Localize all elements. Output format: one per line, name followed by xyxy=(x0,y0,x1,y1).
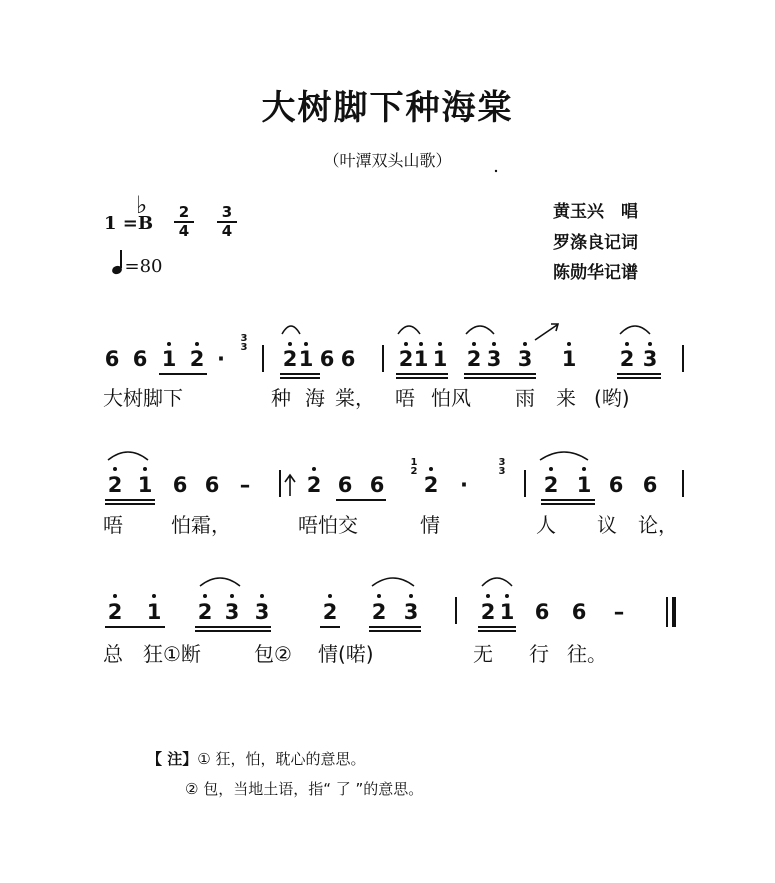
time-sig-denominator: 4 xyxy=(178,222,190,240)
note: 6 xyxy=(369,473,385,497)
lyric: 来 xyxy=(556,386,576,410)
octave-dot xyxy=(152,594,156,598)
tempo-mark xyxy=(112,254,163,277)
octave-dot xyxy=(419,342,423,346)
underline-beam xyxy=(320,626,340,628)
note: 2 xyxy=(466,347,482,371)
note: 2 xyxy=(189,347,205,371)
key-prefix: 1 = xyxy=(104,213,138,234)
octave-dot xyxy=(230,594,234,598)
note: 6 xyxy=(608,473,624,497)
underline-beam xyxy=(280,373,320,375)
note: 3 xyxy=(254,600,270,624)
flat-sign: ♭ xyxy=(136,191,148,219)
lyric: 情 xyxy=(420,513,440,537)
octave-dot xyxy=(648,342,652,346)
octave-dot xyxy=(328,594,332,598)
octave-dot xyxy=(492,342,496,346)
dash: – xyxy=(613,600,625,624)
credit-score: 陈勋华记谱 xyxy=(553,263,638,283)
octave-dot xyxy=(195,342,199,346)
note: 6 xyxy=(642,473,658,497)
lyric: (哟) xyxy=(594,386,630,410)
note: 6 xyxy=(204,473,220,497)
lyric: 包② xyxy=(254,642,292,666)
note: 2 xyxy=(480,600,496,624)
slur xyxy=(398,326,420,334)
note: 1 xyxy=(499,600,515,624)
underline-beam xyxy=(369,630,421,632)
note: 3 xyxy=(224,600,240,624)
note: 2 xyxy=(543,473,559,497)
octave-dot xyxy=(304,342,308,346)
octave-dot xyxy=(549,467,553,471)
octave-dot xyxy=(523,342,527,346)
time-sig-numerator: 2 xyxy=(174,204,194,223)
octave-dot xyxy=(203,594,207,598)
note: 3 xyxy=(403,600,419,624)
note: 6 xyxy=(571,600,587,624)
dash: – xyxy=(239,473,251,497)
octave-dot xyxy=(472,342,476,346)
note: 1 xyxy=(432,347,448,371)
note: 1 xyxy=(298,347,314,371)
note: 6 xyxy=(534,600,550,624)
note: 1 xyxy=(413,347,429,371)
lyric: 怕霜， xyxy=(171,513,231,537)
underline-beam xyxy=(195,626,271,628)
octave-dot xyxy=(167,342,171,346)
note: 6 xyxy=(132,347,148,371)
lyric: 总 xyxy=(103,642,123,666)
note: 2 xyxy=(197,600,213,624)
octave-dot xyxy=(486,594,490,598)
note: 3 xyxy=(517,347,533,371)
note: 2 xyxy=(282,347,298,371)
note: 1 xyxy=(161,347,177,371)
credit-singer: 黄玉兴 唱 xyxy=(553,202,638,222)
note: 2 xyxy=(398,347,414,371)
time-sig-denominator: 4 xyxy=(221,222,233,240)
augmentation-dot: · xyxy=(217,347,225,371)
lyric: 雨 xyxy=(515,386,535,410)
note: 6 xyxy=(340,347,356,371)
lyric: 种 xyxy=(271,386,291,410)
note: 2 xyxy=(107,473,123,497)
note: 2 xyxy=(306,473,322,497)
note: 1 xyxy=(561,347,577,371)
octave-dot xyxy=(625,342,629,346)
barline xyxy=(262,345,264,372)
note: 3 xyxy=(486,347,502,371)
footnote-2: ② 包，当地土语，指“ 了 ”的意思。 xyxy=(185,780,424,798)
note: 1 xyxy=(576,473,592,497)
note: 2 xyxy=(107,600,123,624)
time-signature-2-4 xyxy=(174,204,194,240)
quarter-note-stem xyxy=(120,250,122,268)
octave-dot xyxy=(582,467,586,471)
note: 1 xyxy=(146,600,162,624)
underline-beam xyxy=(396,377,448,379)
octave-dot xyxy=(260,594,264,598)
key-note: B xyxy=(137,213,154,234)
slur xyxy=(108,452,148,460)
footnote-1 xyxy=(147,748,365,769)
grace-note: 3 3 xyxy=(498,457,506,477)
underline-beam xyxy=(478,626,516,628)
lyric: 论， xyxy=(638,513,678,537)
barline xyxy=(455,597,457,624)
final-barline-thin xyxy=(666,597,668,627)
barline xyxy=(524,470,526,497)
barline xyxy=(279,470,281,497)
underline-beam xyxy=(396,373,448,375)
octave-dot xyxy=(438,342,442,346)
octave-dot xyxy=(409,594,413,598)
slur xyxy=(482,578,512,586)
slur xyxy=(372,578,414,586)
slur xyxy=(282,326,300,334)
lyric: 唔 xyxy=(395,386,415,410)
octave-dot xyxy=(113,594,117,598)
octave-dot xyxy=(505,594,509,598)
octave-dot xyxy=(429,467,433,471)
underline-beam xyxy=(159,373,207,375)
lyric: 狂①断 xyxy=(143,642,201,666)
lyric: 大树脚下 xyxy=(103,386,183,410)
note: 2 xyxy=(322,600,338,624)
song-title: 大树脚下种海棠 xyxy=(261,88,514,128)
note: 6 xyxy=(104,347,120,371)
lyric: 议 xyxy=(597,513,617,537)
underline-beam xyxy=(541,503,595,505)
underline-beam xyxy=(541,499,595,501)
octave-dot xyxy=(143,467,147,471)
augmentation-dot: · xyxy=(460,473,468,497)
octave-dot xyxy=(113,467,117,471)
octave-dot xyxy=(404,342,408,346)
slur xyxy=(200,578,240,586)
time-sig-numerator: 3 xyxy=(217,204,237,223)
final-barline-thick xyxy=(672,597,676,627)
lyric: 唔 xyxy=(103,513,123,537)
glide-arrow-icon xyxy=(535,324,558,340)
underline-beam xyxy=(280,377,320,379)
lyric: 行 xyxy=(529,642,549,666)
note: 6 xyxy=(337,473,353,497)
barline xyxy=(682,345,684,372)
note: 2 xyxy=(423,473,439,497)
song-subtitle: （叶潭双头山歌） xyxy=(323,151,452,170)
barline xyxy=(382,345,384,372)
lyric: 棠， xyxy=(335,386,375,410)
note: 2 xyxy=(619,347,635,371)
note: 2 xyxy=(371,600,387,624)
octave-dot xyxy=(377,594,381,598)
underline-beam xyxy=(617,373,661,375)
underline-beam xyxy=(464,373,536,375)
note: 6 xyxy=(319,347,335,371)
underline-beam xyxy=(369,626,421,628)
underline-beam xyxy=(195,630,271,632)
underline-beam xyxy=(478,630,516,632)
note: 6 xyxy=(172,473,188,497)
lyric: 往。 xyxy=(567,642,607,666)
lyric: 情(喏) xyxy=(318,642,374,666)
footnote-1-text: ① 狂，怕，耽心的意思。 xyxy=(197,750,366,768)
underline-beam xyxy=(105,503,155,505)
tempo-value: =80 xyxy=(124,256,163,277)
lyric: 无 xyxy=(473,642,493,666)
underline-beam xyxy=(464,377,536,379)
octave-dot xyxy=(567,342,571,346)
underline-beam xyxy=(105,499,155,501)
up-arrow-icon xyxy=(285,475,295,496)
footnote-label: 【 注】 xyxy=(147,750,198,768)
underline-beam xyxy=(105,626,165,628)
note: 1 xyxy=(137,473,153,497)
lyric: 怕风 xyxy=(431,386,471,410)
note: 3 xyxy=(642,347,658,371)
credit-lyrics: 罗涤良记词 xyxy=(553,233,638,253)
slur xyxy=(466,326,494,334)
slur xyxy=(540,452,588,460)
octave-dot xyxy=(312,467,316,471)
grace-note: 1 2 xyxy=(410,457,418,477)
barline xyxy=(682,470,684,497)
underline-beam xyxy=(336,499,386,501)
octave-dot xyxy=(288,342,292,346)
slur xyxy=(620,326,650,334)
lyric: 唔怕交 xyxy=(298,513,358,537)
lyric: 海 xyxy=(305,386,325,410)
underline-beam xyxy=(617,377,661,379)
time-signature-3-4 xyxy=(217,204,237,240)
lyric: 人 xyxy=(536,513,556,537)
grace-note: 3 3 xyxy=(240,333,248,353)
